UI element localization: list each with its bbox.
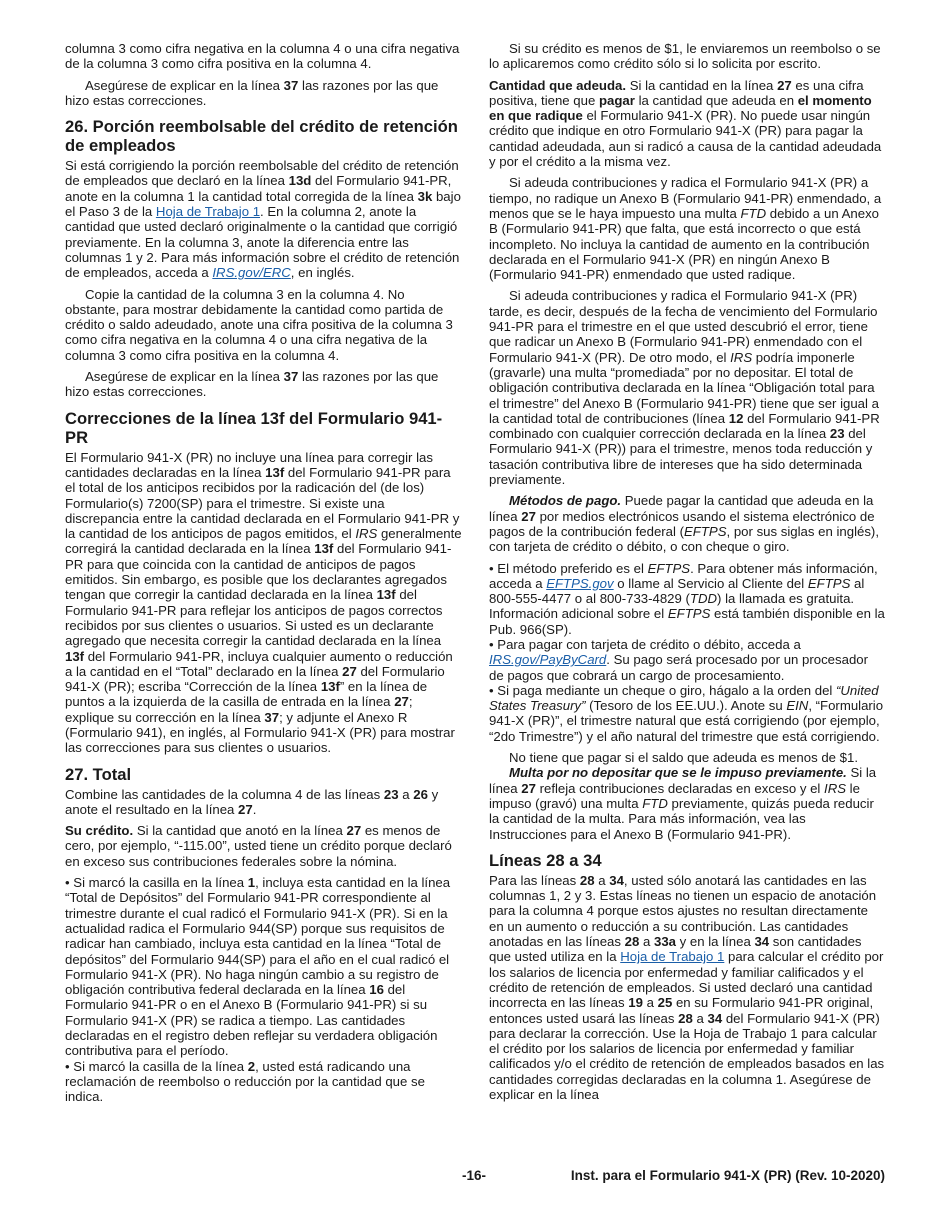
section-heading-28-34: Líneas 28 a 34 (489, 850, 602, 870)
paragraph: Su crédito. Si la cantidad que anotó en la línea 27 es menos de cero, por ejemplo, “-115.00”, usted tiene un crédito porque declaró en exceso sus contribuciones federales sobre la nómina. (65, 823, 452, 869)
paragraph: Si adeuda contribuciones y radica el Formulario 941-X (PR) tarde, es decir, después de la fecha de vencimiento del Formulario 941-PR para el trimestre en el que usted descubrió el error, tiene que radicar un Anexo B (Formulario 941-PR) enmendado con el Formulario 941-X (PR). De otro modo, el IRS podría imponerle (gravarle) una multa “promediada” por no depositar. El total de obligación contributiva declarada en la línea “Obligación total para el trimestre” del Anexo B (Formulario 941-PR) tiene que ser igual a la cantidad total de contribuciones (línea 12 del Formulario 941-PR combinado con cualquier corrección declarada en la línea 23 del Formulario 941-X (PR)) para el trimestre, menos toda reducción y tasación contributiva libre de intereses que ha sido determinada previamente. (489, 288, 880, 488)
paragraph: Para las líneas 28 a 34, usted sólo anotará las cantidades en las columnas 1, 2 y 3. Estas líneas no tienen un espacio de anotación para la columna 4 porque estos ajustes no resultan directamente en un aumento o reducción a su contribución. Las cantidades anotadas en las líneas 28 a 33a y en la línea 34 son cantidades que usted utiliza en la Hoja de Trabajo 1 para calcular el crédito por los salarios de licencia por enfermedad y familiar calificados y el crédito de retención de empleados. Si usted declaró una cantidad incorrecta en las líneas 19 a 25 en su Formulario 941-PR original, entonces usted usará las líneas 28 a 34 del Formulario 941-X (PR) para declarar la corrección. Use la Hoja de Trabajo 1 para calcular el crédito por los salarios de licencia por enfermedad y familiar calificados y/o el crédito de retención de empleados basados en las cantidades corregidas declaradas en la columna 1. Asegúrese de explicar en la línea (489, 872, 885, 1102)
paragraph: El Formulario 941-X (PR) no incluye una línea para corregir las cantidades declaradas en la línea 13f del Formulario 941-PR para el total de los anticipos recibidos por la radicación del (de los) Formulario(s) 7200(SP) para el trimestre. Si existe una discrepancia entre la cantidad declarada en el Formulario 941-PR y la cantidad de los anticipos de pagos emitidos, el IRS generalmente corregirá la cantidad declarada en la línea 13f del Formulario 941-PR para que coincida con la cantidad de anticipos de pagos emitidos. Sin embargo, es posible que los declarantes agregados tengan que corregir la cantidad declarada en la línea 13f del Formulario 941-PR para reflejar los anticipos de pagos correctos recibidos por sus clientes o usuarios. Si usted es un declarante agregado que necesita corregir la cantidad declarada en la línea 13f del Formulario 941-PR, incluya cualquier aumento o reducción a la cantidad en el “Total” declarado en la línea 27 del Formulario 941-X (PR); escriba “Corrección de la línea 13f” en la línea de puntos a la izquierda de la casilla de entrada en la línea 27; explique su corrección en la línea 37; y adjunte el Anexo R (Formulario 941), en inglés, al Formulario 941-X (PR) para mostrar las correcciones para sus clientes o usuarios. (65, 449, 462, 756)
paragraph: Asegúrese de explicar en la línea 37 las razones por las que hizo estas correcciones. (65, 369, 439, 400)
paragraph: Copie la cantidad de la columna 3 en la columna 4. No obstante, para mostrar debidamente la cantidad como partida de crédito o saldo adeudado, anote una cifra positiva de la columna 3 como cifra negativa en la columna 4 o una cifra negativa de la columna 3 como cifra positiva en la columna 4. (65, 286, 453, 363)
worksheet-1-link[interactable]: Hoja de Trabajo 1 (155, 204, 261, 220)
paragraph: Combine las cantidades de la columna 4 de las líneas 23 a 26 y anote el resultado en la línea 27. (65, 786, 439, 817)
worksheet-1-link[interactable]: Hoja de Trabajo 1 (620, 949, 725, 965)
section-heading-26: 26. Porción reembolsable del crédito de retención de empleados (65, 117, 458, 156)
right-column (489, 41, 885, 1108)
footer-title: Inst. para el Formulario 941-X (PR) (Rev. 10-2020) (570, 1168, 885, 1183)
paragraph: Si adeuda contribuciones y radica el Formulario 941-X (PR) a tiempo, no radique un Anexo B (Formulario 941-PR) enmendado, a menos que se le haya impuesto una multa FTD debido a un Anexo B (Formulario 941-PR) que falta, que está incorrecto o que está incompleto. No incluya la cantidad de aumento en la contribución declarada en el Formulario 941-X (PR) en ningún Anexo B (Formulario 941-PR) enmendado que usted radique. (489, 175, 882, 283)
paragraph: columna 3 como cifra negativa en la columna 4 o una cifra negativa de la columna 3 como cifra positiva en la columna 4. (65, 41, 460, 72)
paragraph: Si su crédito es menos de $1, le enviaremos un reembolso o se lo aplicaremos como crédito sólo si lo solicita por escrito. (489, 41, 881, 72)
paragraph: No tiene que pagar si el saldo que adeuda es menos de $1. (509, 750, 858, 766)
section-heading-27: 27. Total (65, 764, 132, 784)
page-number: -16- (462, 1168, 487, 1183)
paybycard-link[interactable]: IRS.gov/PayByCard (489, 652, 607, 668)
bullet-item: • Si paga mediante un cheque o giro, hágalo a la orden del “United States Treasury” (Tesoro de los EE.UU.). Anote su EIN, “Formulario 941-X (PR)”, el trimestre natural que está corrigiendo (por ejemplo, “2do Trimestre”) y el año natural del trimestre que está corrigiendo. (489, 682, 884, 744)
paragraph: Si está corrigiendo la porción reembolsable del crédito de retención de empleados que declaró en la línea 13d del Formulario 941-PR, anote en la columna 1 la cantidad total corregida de la línea 3k bajo el Paso 3 de la Hoja de Trabajo 1. En la columna 2, anote la cantidad que usted declaró originalmente o la cantidad que corrigió previamente. En la columna 3, anote la diferencia entre las columnas 1 y 2. Para más información sobre el crédito de retención de empleados, acceda a IRS.gov/ERC, en inglés. (65, 158, 461, 281)
paragraph: Cantidad que adeuda. Si la cantidad en la línea 27 es una cifra positiva, tiene que pagar la cantidad que adeuda en el momento en que radique el Formulario 941-X (PR). No puede usar ningún crédito que indique en otro Formulario 941-X (PR) para pagar la cantidad adeudada, aun si radicó a causa de la cantidad adeudada y por el crédito a la misma vez. (489, 77, 882, 170)
eftps-link[interactable]: EFTPS.gov (546, 575, 614, 591)
section-heading-13f: Correcciones de la línea 13f del Formulario 941-PR (65, 408, 443, 447)
irs-erc-link[interactable]: IRS.gov/ERC (212, 265, 291, 281)
paragraph: Multa por no depositar que se le impuso previamente. Si la línea 27 refleja contribuciones declaradas en exceso y el IRS le impuso (gravó) una multa FTD previamente, quizás pueda reducir la cantidad de la multa. Para más información, vea las Instrucciones para el Anexo B (Formulario 941-PR). (489, 765, 877, 842)
left-column (65, 41, 462, 1105)
paragraph: Asegúrese de explicar en la línea 37 las razones por las que hizo estas correcciones. (65, 77, 439, 108)
bullet-item: • Si marcó la casilla de la línea 2, usted está radicando una reclamación de reembolso o reducción por la cantidad que se indica. (65, 1058, 425, 1105)
bullet-item: • Para pagar con tarjeta de crédito o débito, acceda a IRS.gov/PayByCard. Su pago será procesado por un procesador de pagos que cobrará un cargo de procesamiento. (489, 636, 869, 683)
bullet-item: • El método preferido es el EFTPS. Para obtener más información, acceda a EFTPS.gov o llame al Servicio al Cliente del EFTPS al 800-555-4477 o al 800-733-4829 (TDD) la llamada es gratuita. Información adicional sobre el EFTPS está también disponible en la Pub. 966(SP). (489, 560, 885, 637)
bullet-item: • Si marcó la casilla en la línea 1, incluya esta cantidad en la línea “Total de Depósitos” del Formulario 941-PR correspondiente al trimestre durante el cual radicó el Formulario 941-X (PR). Si en la actualidad radica el Formulario 944(SP) porque sus requisitos de radicar han cambiado, incluya esta cantidad en la línea “Total de depósitos” del Formulario 944(SP) para el año en el cual radicó el Formulario 941-X (PR). No haga ningún cambio a su registro de obligación contributiva federal declarada en la línea 16 del Formulario 941-PR o en el Anexo B (Formulario 941-PR) si su Formulario 941-X (PR) se radica a tiempo. Las cantidades declaradas en el registro deben reflejar su verdadera obligación contributiva para el período. (65, 875, 451, 1059)
paragraph: Métodos de pago. Puede pagar la cantidad que adeuda en la línea 27 por medios electrónicos usando el sistema electrónico de pagos de la contribución federal (EFTPS, por sus siglas en inglés), con tarjeta de crédito o débito, o con cheque o giro. (489, 493, 879, 555)
